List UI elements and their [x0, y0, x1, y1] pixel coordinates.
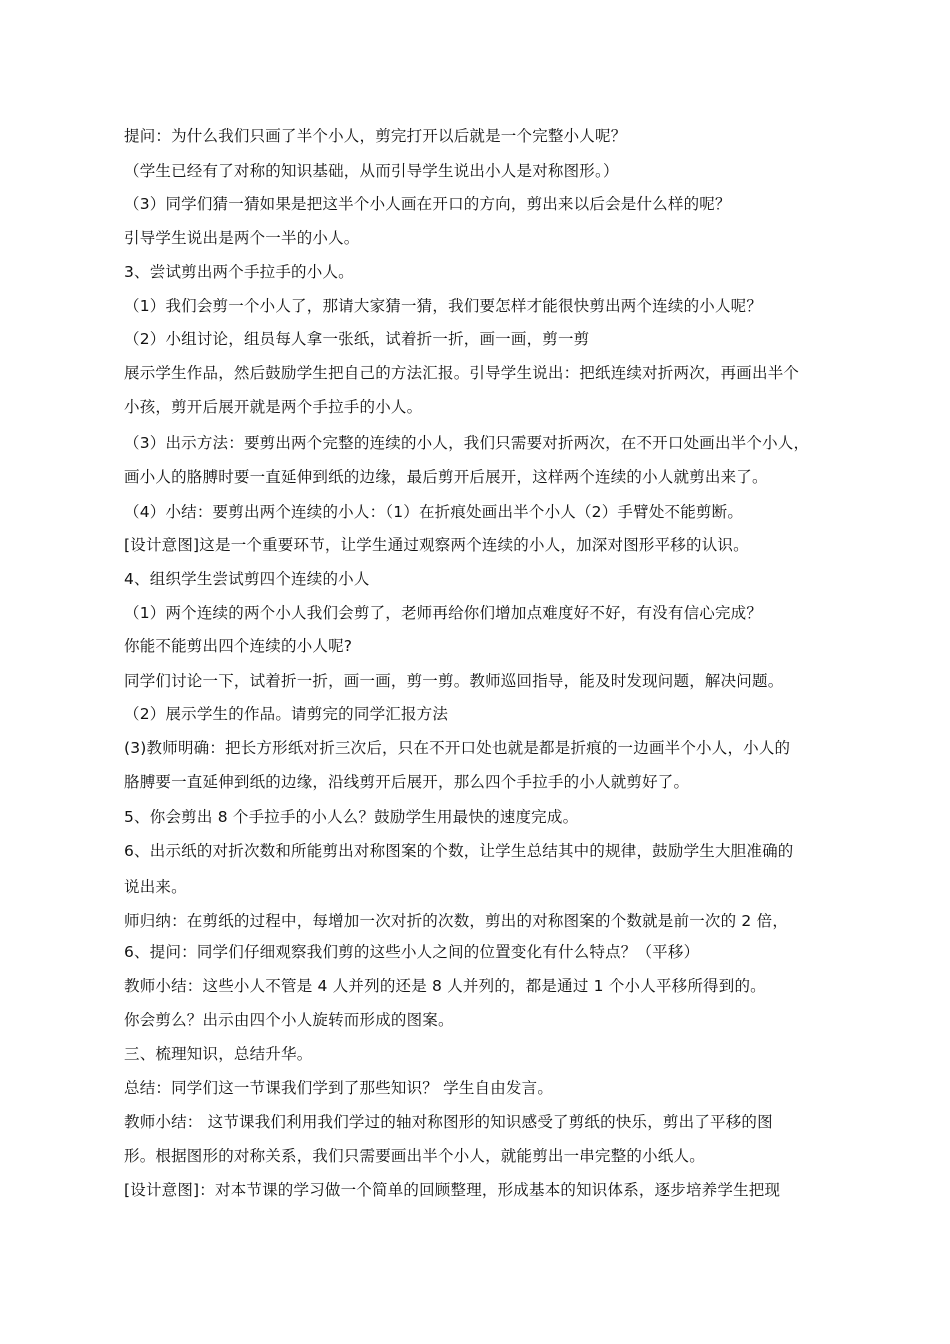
text-line: [设计意图]这是一个重要环节，让学生通过观察两个连续的小人，加深对图形平移的认识。	[124, 536, 749, 554]
text-line: 展示学生作品，然后鼓励学生把自己的方法汇报。引导学生说出：把纸连续对折两次，再画出半个	[124, 364, 800, 382]
text-line: （3）同学们猜一猜如果是把这半个小人画在开口的方向，剪出来以后会是什么样的呢？	[124, 195, 731, 213]
text-line: 6、提问：同学们仔细观察我们剪的这些小人之间的位置变化有什么特点？（平移）	[124, 943, 700, 961]
text-line: 形。根据图形的对称关系，我们只需要画出半个小人，就能剪出一串完整的小纸人。	[124, 1147, 705, 1165]
text-line: 小孩，剪开后展开就是两个手拉手的小人。	[124, 398, 423, 416]
text-line: 教师小结： 这节课我们利用我们学过的轴对称图形的知识感受了剪纸的快乐，剪出了平移的图	[124, 1113, 773, 1131]
text-line: 5、你会剪出 8 个手拉手的小人么？鼓励学生用最快的速度完成。	[124, 808, 579, 826]
text-line: （4）小结：要剪出两个连续的小人：（1）在折痕处画出半个小人（2）手臂处不能剪断。	[124, 503, 744, 521]
text-line: 教师小结：这些小人不管是 4 人并列的还是 8 人并列的，都是通过 1 个小人平移所得到的。	[124, 977, 766, 995]
text-line: （2）展示学生的作品。请剪完的同学汇报方法	[124, 705, 449, 723]
text-line: [设计意图]：对本节课的学习做一个简单的回顾整理，形成基本的知识体系，逐步培养学生把现	[124, 1181, 781, 1199]
text-line: 总结：同学们这一节课我们学到了那些知识？ 学生自由发言。	[124, 1079, 554, 1097]
text-line: （1）两个连续的两个小人我们会剪了，老师再给你们增加点难度好不好，有没有信心完成？	[124, 604, 763, 622]
text-line: 胳膊要一直延伸到纸的边缘，沿线剪开后展开，那么四个手拉手的小人就剪好了。	[124, 773, 690, 791]
text-line: （1）我们会剪一个小人了，那请大家猜一猜，我们要怎样才能很快剪出两个连续的小人呢？	[124, 297, 763, 315]
text-line: （2）小组讨论，组员每人拿一张纸，试着折一折，画一画，剪一剪	[124, 330, 590, 348]
text-line: 提问：为什么我们只画了半个小人，剪完打开以后就是一个完整小人呢？	[124, 127, 627, 145]
text-line: 你能不能剪出四个连续的小人呢?	[124, 637, 353, 655]
text-line: 你会剪么？出示由四个小人旋转而形成的图案。	[124, 1011, 454, 1029]
text-line: 6、出示纸的对折次数和所能剪出对称图案的个数，让学生总结其中的规律，鼓励学生大胆准确的	[124, 842, 794, 860]
text-line: （学生已经有了对称的知识基础，从而引导学生说出小人是对称图形。）	[124, 162, 619, 180]
text-line: 引导学生说出是两个一半的小人。	[124, 229, 360, 247]
text-line: 三、梳理知识，总结升华。	[124, 1045, 313, 1063]
text-line: 4、组织学生尝试剪四个连续的小人	[124, 570, 370, 588]
text-line: 说出来。	[124, 878, 187, 896]
text-line: (3)教师明确：把长方形纸对折三次后，只在不开口处也就是都是折痕的一边画半个小人，小人的	[124, 739, 791, 757]
text-line: （3）出示方法：要剪出两个完整的连续的小人，我们只需要对折两次，在不开口处画出半个小人，	[124, 434, 810, 452]
text-line: 画小人的胳膊时要一直延伸到纸的边缘，最后剪开后展开，这样两个连续的小人就剪出来了。	[124, 468, 768, 486]
text-line: 师归纳：在剪纸的过程中，每增加一次对折的次数，剪出的对称图案的个数就是前一次的 2 倍，	[124, 912, 789, 930]
text-line: 同学们讨论一下，试着折一折，画一画，剪一剪。教师巡回指导，能及时发现问题，解决问题。	[124, 672, 784, 690]
text-line: 3、尝试剪出两个手拉手的小人。	[124, 263, 354, 281]
